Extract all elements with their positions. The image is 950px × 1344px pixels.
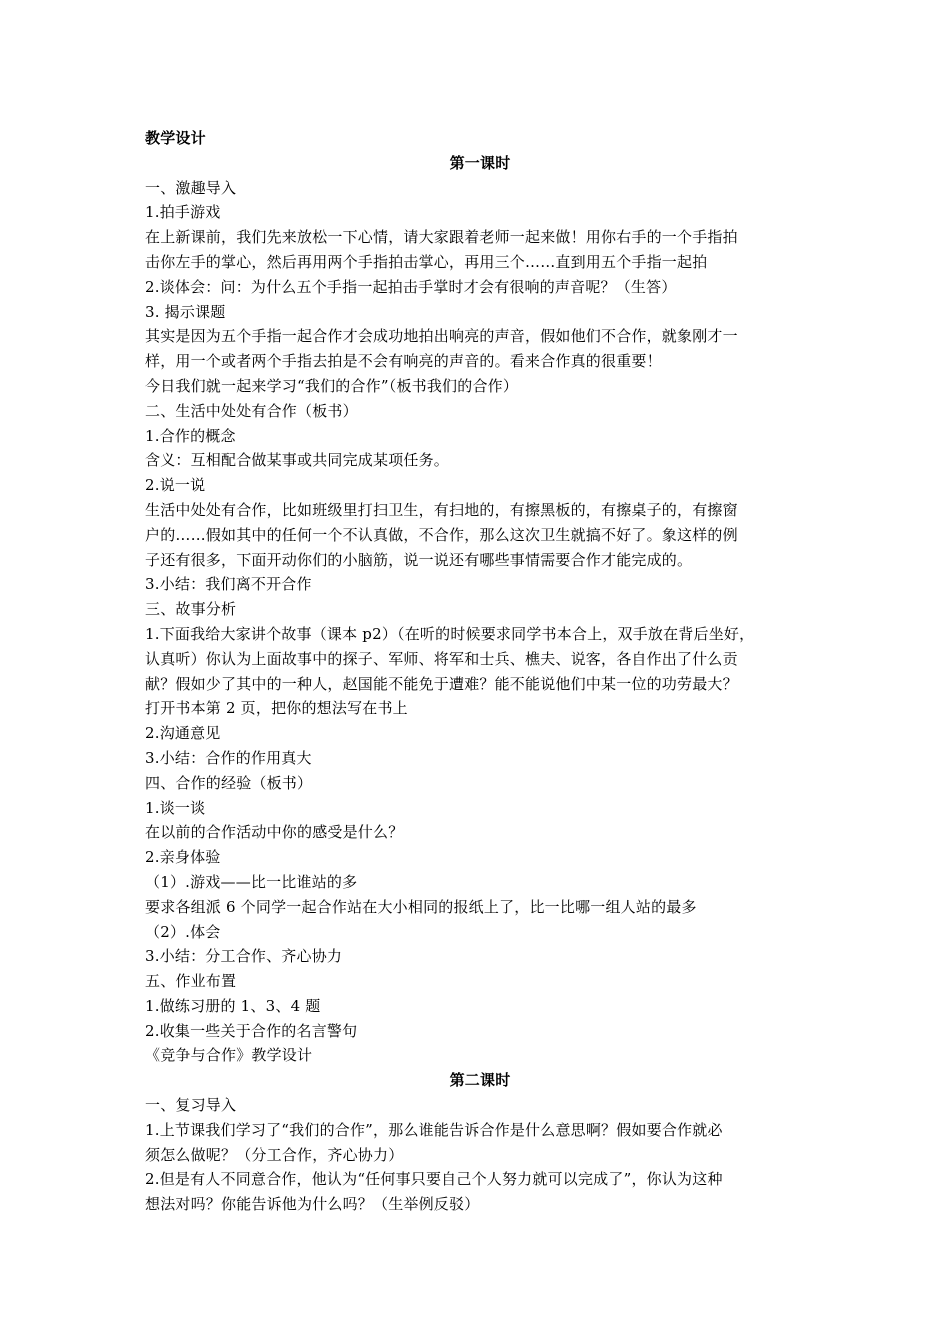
text-line: 在以前的合作活动中你的感受是什么？ [145,823,404,842]
text-line: （2）.体会 [145,922,221,941]
text-line: 样，用一个或者两个手指去拍是不会有响亮的声音的。看来合作真的很重要！ [145,352,662,371]
text-line: 三、故事分析 [145,600,237,619]
text-line: 击你左手的掌心，然后再用两个手指拍击掌心，再用三个……直到用五个手指一起拍 [145,252,708,271]
text-line: 3. 揭示课题 [145,302,226,321]
text-line: 想法对吗？你能告诉他为什么吗？（生举例反驳） [145,1195,480,1214]
text-line: 3.小结：合作的作用真大 [145,748,312,767]
text-line: 献？假如少了其中的一种人，赵国能不能免于遭难？能不能说他们中某一位的功劳最大？ [145,674,738,693]
text-line: 二、生活中处处有合作（板书） [145,401,358,420]
text-line: 3.小结：我们离不开合作 [145,575,312,594]
text-line: 一、激趣导入 [145,178,237,197]
text-line: 户的……假如其中的任何一个不认真做，不合作，那么这次卫生就搞不好了。象这样的例 [145,525,738,544]
document-page [145,126,815,1217]
text-line: 五、作业布置 [145,972,237,991]
text-line: 在上新课前，我们先来放松一下心情，请大家跟着老师一起来做！用你右手的一个手指拍 [145,228,738,247]
text-line: 2.说一说 [145,476,206,495]
text-line: 2.收集一些关于合作的名言警句 [145,1021,358,1040]
text-line: 2.但是有人不同意合作，他认为“任何事只要自己个人努力就可以完成了”，你认为这种 [145,1170,723,1189]
text-line: 2.亲身体验 [145,848,221,867]
text-line: 1.拍手游戏 [145,203,221,222]
text-line: 2.沟通意见 [145,724,221,743]
text-line: 今日我们就一起来学习“我们的合作”（板书我们的合作） [145,376,519,395]
text-line: 1.做练习册的 1、3、4 题 [145,996,321,1015]
text-line: 含义：互相配合做某事或共同完成某项任务。 [145,451,450,470]
text-line: 打开书本第 2 页，把你的想法写在书上 [145,699,408,718]
text-line: （1）.游戏——比一比谁站的多 [145,872,358,891]
text-line: 子还有很多，下面开动你们的小脑筋，说一说还有哪些事情需要合作才能完成的。 [145,550,693,569]
text-line: 须怎么做呢？（分工合作，齐心协力） [145,1145,404,1164]
document-heading: 教学设计 [145,129,206,147]
text-line: 1.合作的概念 [145,426,236,445]
text-line: 2.谈体会：问：为什么五个手指一起拍击手掌时才会有很响的声音呢？（生答） [145,277,677,296]
document-body [145,151,815,1217]
section-title: 第一课时 [449,153,511,172]
text-line: 认真听）你认为上面故事中的探子、军师、将军和士兵、樵夫、说客，各自作出了什么贡 [145,649,738,668]
text-line: 一、复习导入 [145,1096,237,1115]
text-line: 1.谈一谈 [145,798,206,817]
text-line: 1.下面我给大家讲个故事（课本 p2）（在听的时候要求同学书本合上，双手放在背后坐好， [145,624,755,643]
text-line: 生活中处处有合作，比如班级里打扫卫生，有扫地的，有擦黑板的，有擦桌子的，有擦窗 [145,500,738,519]
text-line: 四、合作的经验（板书） [145,773,313,792]
text-line: 《竞争与合作》教学设计 [145,1046,313,1065]
section-title: 第二课时 [449,1071,511,1090]
text-line: 要求各组派 6 个同学一起合作站在大小相同的报纸上了，比一比哪一组人站的最多 [145,897,697,916]
text-line: 1.上节课我们学习了“我们的合作”，那么谁能告诉合作是什么意思啊？假如要合作就必 [145,1120,723,1139]
text-line: 其实是因为五个手指一起合作才会成功地拍出响亮的声音，假如他们不合作，就象刚才一 [145,327,738,346]
text-line: 3.小结：分工合作、齐心协力 [145,947,343,966]
